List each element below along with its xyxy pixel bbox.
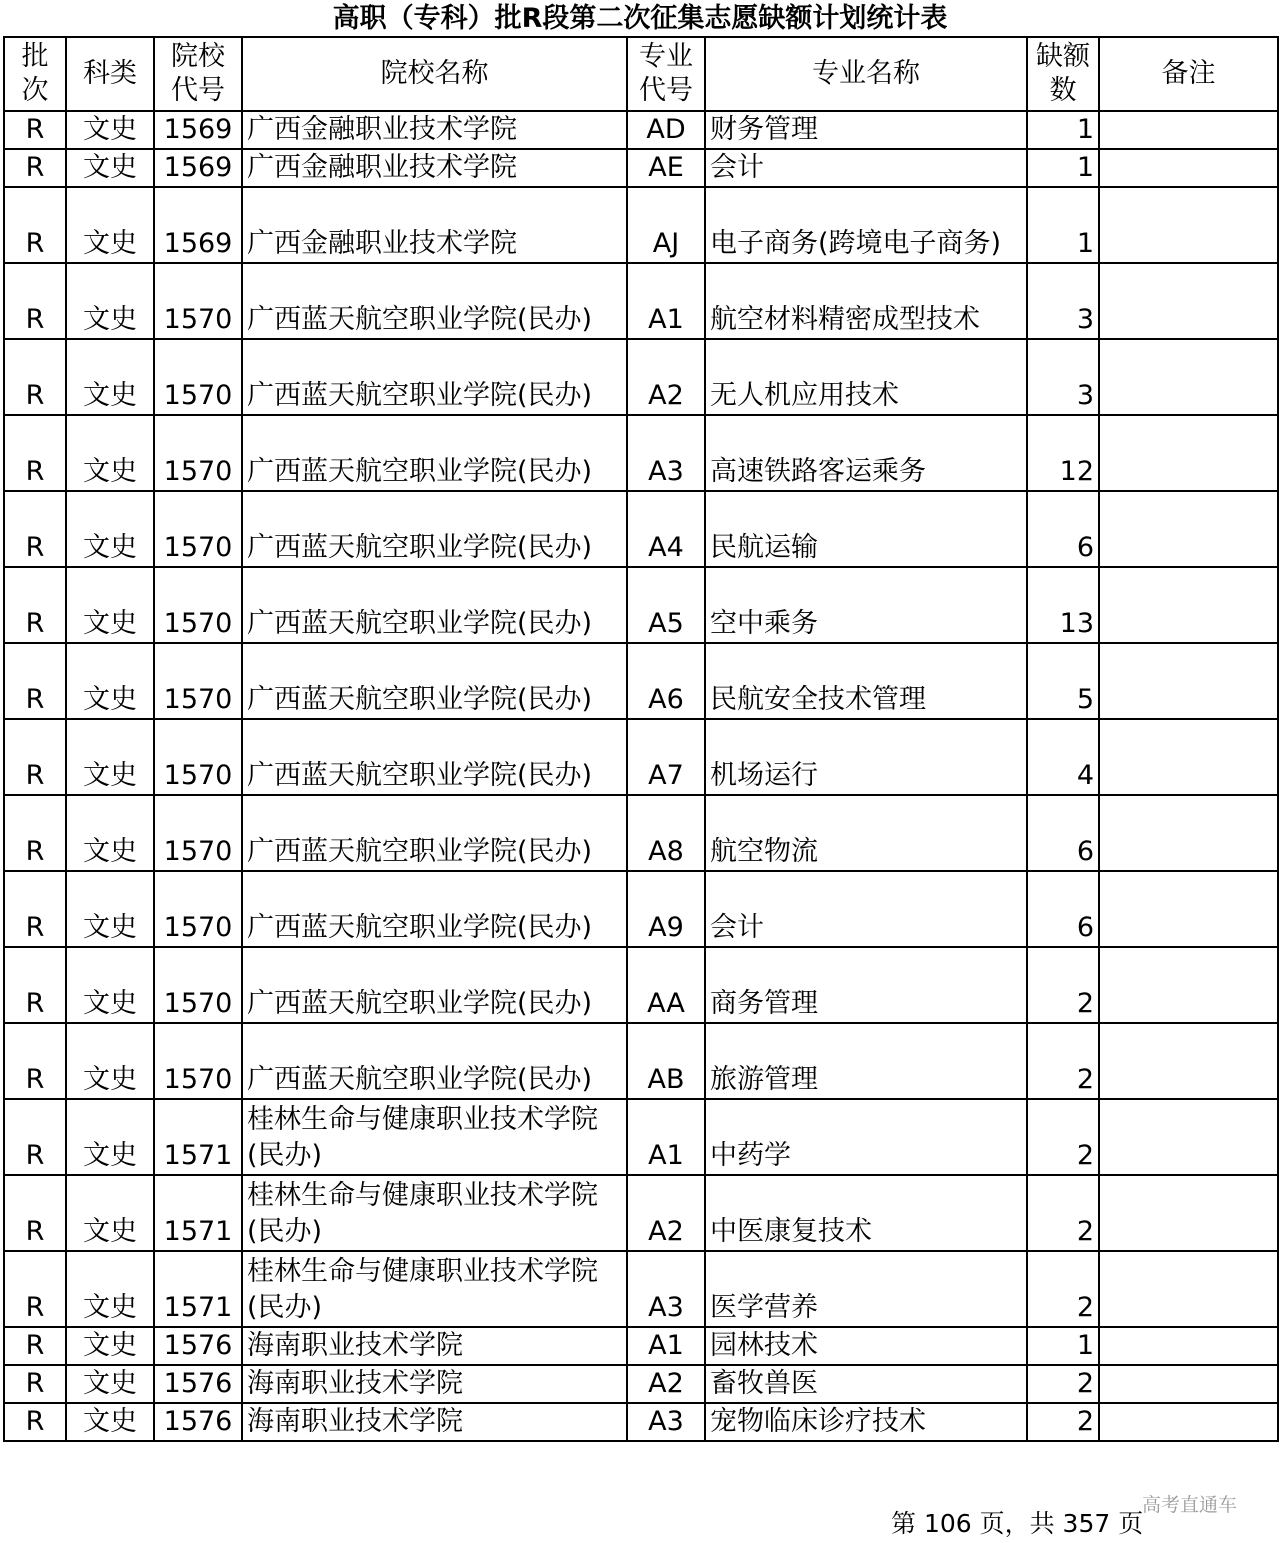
cell-major-code: A1 (627, 263, 705, 339)
cell-school-name: 广西金融职业技术学院 (242, 187, 627, 263)
cell-school-code: 1569 (154, 187, 242, 263)
cell-note (1099, 149, 1278, 187)
cell-batch: R (4, 1175, 66, 1251)
cell-category: 文史 (66, 491, 154, 567)
cell-category: 文史 (66, 719, 154, 795)
header-batch: 批次 (4, 37, 66, 111)
cell-major-name: 医学营养 (705, 1251, 1027, 1327)
cell-major-code: A3 (627, 415, 705, 491)
cell-school-code: 1570 (154, 567, 242, 643)
cell-major-name: 畜牧兽医 (705, 1365, 1027, 1403)
cell-major-name: 中药学 (705, 1099, 1027, 1175)
cell-vacancies: 5 (1027, 643, 1099, 719)
cell-category: 文史 (66, 871, 154, 947)
cell-major-name: 机场运行 (705, 719, 1027, 795)
cell-school-name: 广西蓝天航空职业学院(民办) (242, 1023, 627, 1099)
cell-major-name: 空中乘务 (705, 567, 1027, 643)
header-school-name: 院校名称 (242, 37, 627, 111)
table-row (4, 415, 1278, 491)
table-row (4, 187, 1278, 263)
cell-school-code: 1570 (154, 415, 242, 491)
cell-school-code: 1576 (154, 1403, 242, 1441)
cell-school-code: 1576 (154, 1327, 242, 1365)
cell-category: 文史 (66, 111, 154, 149)
cell-major-code: A4 (627, 491, 705, 567)
cell-batch: R (4, 643, 66, 719)
watermark: 高考直通车 (1142, 1494, 1238, 1516)
table-row (4, 947, 1278, 1023)
cell-major-code: A2 (627, 339, 705, 415)
cell-major-name: 会计 (705, 149, 1027, 187)
cell-note (1099, 795, 1278, 871)
table-row (4, 1099, 1278, 1175)
cell-major-code: A2 (627, 1175, 705, 1251)
cell-vacancies: 1 (1027, 1327, 1099, 1365)
cell-category: 文史 (66, 1365, 154, 1403)
cell-major-code: A1 (627, 1327, 705, 1365)
cell-batch: R (4, 187, 66, 263)
cell-major-name: 会计 (705, 871, 1027, 947)
cell-major-code: A6 (627, 643, 705, 719)
cell-batch: R (4, 1403, 66, 1441)
cell-major-name: 无人机应用技术 (705, 339, 1027, 415)
cell-vacancies: 1 (1027, 149, 1099, 187)
cell-vacancies: 6 (1027, 795, 1099, 871)
cell-category: 文史 (66, 187, 154, 263)
cell-school-name: 海南职业技术学院 (242, 1403, 627, 1441)
cell-major-name: 旅游管理 (705, 1023, 1027, 1099)
table-row (4, 567, 1278, 643)
cell-major-code: A3 (627, 1251, 705, 1327)
page-title: 高职（专科）批R段第二次征集志愿缺额计划统计表 (332, 3, 948, 34)
cell-school-code: 1570 (154, 263, 242, 339)
cell-school-code: 1570 (154, 795, 242, 871)
cell-note (1099, 339, 1278, 415)
cell-school-code: 1570 (154, 491, 242, 567)
cell-note (1099, 111, 1278, 149)
cell-major-name: 航空物流 (705, 795, 1027, 871)
cell-vacancies: 1 (1027, 187, 1099, 263)
table-row (4, 643, 1278, 719)
cell-school-name: 桂林生命与健康职业技术学院(民办) (242, 1251, 627, 1327)
cell-major-code: A7 (627, 719, 705, 795)
cell-category: 文史 (66, 1099, 154, 1175)
cell-major-code: A1 (627, 1099, 705, 1175)
cell-school-code: 1571 (154, 1251, 242, 1327)
cell-school-name: 广西蓝天航空职业学院(民办) (242, 947, 627, 1023)
cell-school-code: 1570 (154, 339, 242, 415)
cell-school-name: 海南职业技术学院 (242, 1365, 627, 1403)
cell-major-name: 航空材料精密成型技术 (705, 263, 1027, 339)
cell-batch: R (4, 1251, 66, 1327)
cell-category: 文史 (66, 643, 154, 719)
cell-school-name: 广西蓝天航空职业学院(民办) (242, 643, 627, 719)
table-row (4, 491, 1278, 567)
table-row (4, 1327, 1278, 1365)
table-row (4, 1175, 1278, 1251)
cell-major-name: 宠物临床诊疗技术 (705, 1403, 1027, 1441)
cell-batch: R (4, 719, 66, 795)
cell-major-code: A2 (627, 1365, 705, 1403)
cell-vacancies: 6 (1027, 871, 1099, 947)
cell-school-code: 1571 (154, 1175, 242, 1251)
table-row (4, 1365, 1278, 1403)
cell-batch: R (4, 149, 66, 187)
cell-school-name: 广西金融职业技术学院 (242, 111, 627, 149)
cell-school-code: 1569 (154, 149, 242, 187)
cell-school-name: 广西蓝天航空职业学院(民办) (242, 719, 627, 795)
cell-batch: R (4, 795, 66, 871)
cell-batch: R (4, 1365, 66, 1403)
cell-major-code: AD (627, 111, 705, 149)
cell-major-code: AB (627, 1023, 705, 1099)
table-row (4, 1403, 1278, 1441)
cell-major-name: 财务管理 (705, 111, 1027, 149)
table-row (4, 795, 1278, 871)
cell-major-name: 高速铁路客运乘务 (705, 415, 1027, 491)
cell-vacancies: 12 (1027, 415, 1099, 491)
cell-vacancies: 13 (1027, 567, 1099, 643)
cell-category: 文史 (66, 1023, 154, 1099)
cell-batch: R (4, 1099, 66, 1175)
cell-major-code: A8 (627, 795, 705, 871)
cell-note (1099, 1099, 1278, 1175)
cell-note (1099, 415, 1278, 491)
cell-school-name: 广西蓝天航空职业学院(民办) (242, 871, 627, 947)
cell-batch: R (4, 491, 66, 567)
cell-major-code: AE (627, 149, 705, 187)
cell-vacancies: 2 (1027, 1099, 1099, 1175)
cell-note (1099, 1251, 1278, 1327)
cell-category: 文史 (66, 1251, 154, 1327)
cell-school-name: 桂林生命与健康职业技术学院(民办) (242, 1175, 627, 1251)
cell-note (1099, 491, 1278, 567)
cell-vacancies: 2 (1027, 1251, 1099, 1327)
table-row (4, 1251, 1278, 1327)
cell-major-code: A5 (627, 567, 705, 643)
cell-vacancies: 2 (1027, 1365, 1099, 1403)
cell-batch: R (4, 111, 66, 149)
cell-vacancies: 3 (1027, 339, 1099, 415)
cell-major-code: A9 (627, 871, 705, 947)
cell-category: 文史 (66, 1403, 154, 1441)
cell-major-code: A3 (627, 1403, 705, 1441)
vacancy-table (3, 36, 1279, 1442)
cell-school-code: 1570 (154, 947, 242, 1023)
cell-batch: R (4, 567, 66, 643)
table-row (4, 1023, 1278, 1099)
cell-category: 文史 (66, 1327, 154, 1365)
header-vacancies: 缺额数 (1027, 37, 1099, 111)
cell-category: 文史 (66, 339, 154, 415)
header-row (4, 37, 1278, 111)
cell-school-code: 1570 (154, 1023, 242, 1099)
table-row (4, 263, 1278, 339)
cell-school-code: 1570 (154, 719, 242, 795)
cell-vacancies: 4 (1027, 719, 1099, 795)
cell-category: 文史 (66, 947, 154, 1023)
cell-school-name: 广西蓝天航空职业学院(民办) (242, 795, 627, 871)
cell-category: 文史 (66, 567, 154, 643)
cell-major-name: 电子商务(跨境电子商务) (705, 187, 1027, 263)
cell-note (1099, 871, 1278, 947)
cell-note (1099, 1175, 1278, 1251)
table-row (4, 339, 1278, 415)
cell-school-name: 广西蓝天航空职业学院(民办) (242, 339, 627, 415)
cell-note (1099, 1365, 1278, 1403)
cell-note (1099, 1023, 1278, 1099)
cell-school-code: 1570 (154, 643, 242, 719)
cell-category: 文史 (66, 795, 154, 871)
cell-school-code: 1570 (154, 871, 242, 947)
cell-vacancies: 2 (1027, 1023, 1099, 1099)
cell-vacancies: 6 (1027, 491, 1099, 567)
cell-batch: R (4, 1327, 66, 1365)
cell-note (1099, 1327, 1278, 1365)
cell-vacancies: 3 (1027, 263, 1099, 339)
table-body (4, 111, 1278, 1441)
cell-note (1099, 719, 1278, 795)
cell-school-name: 海南职业技术学院 (242, 1327, 627, 1365)
cell-vacancies: 1 (1027, 111, 1099, 149)
cell-category: 文史 (66, 1175, 154, 1251)
cell-major-name: 民航安全技术管理 (705, 643, 1027, 719)
cell-school-name: 广西蓝天航空职业学院(民办) (242, 567, 627, 643)
cell-batch: R (4, 871, 66, 947)
cell-school-name: 广西蓝天航空职业学院(民办) (242, 491, 627, 567)
cell-note (1099, 263, 1278, 339)
header-note: 备注 (1099, 37, 1278, 111)
cell-category: 文史 (66, 263, 154, 339)
header-major-name: 专业名称 (705, 37, 1027, 111)
cell-note (1099, 1403, 1278, 1441)
cell-vacancies: 2 (1027, 1175, 1099, 1251)
cell-school-name: 广西蓝天航空职业学院(民办) (242, 415, 627, 491)
cell-batch: R (4, 415, 66, 491)
cell-major-name: 园林技术 (705, 1327, 1027, 1365)
header-school-code: 院校代号 (154, 37, 242, 111)
cell-school-code: 1576 (154, 1365, 242, 1403)
cell-school-name: 广西蓝天航空职业学院(民办) (242, 263, 627, 339)
cell-batch: R (4, 947, 66, 1023)
cell-note (1099, 947, 1278, 1023)
cell-vacancies: 2 (1027, 947, 1099, 1023)
table-row (4, 871, 1278, 947)
cell-major-name: 民航运输 (705, 491, 1027, 567)
cell-school-name: 桂林生命与健康职业技术学院(民办) (242, 1099, 627, 1175)
cell-major-code: AJ (627, 187, 705, 263)
cell-category: 文史 (66, 149, 154, 187)
table-row (4, 719, 1278, 795)
header-major-code: 专业代号 (627, 37, 705, 111)
cell-category: 文史 (66, 415, 154, 491)
cell-school-code: 1571 (154, 1099, 242, 1175)
cell-note (1099, 567, 1278, 643)
cell-school-code: 1569 (154, 111, 242, 149)
cell-school-name: 广西金融职业技术学院 (242, 149, 627, 187)
cell-batch: R (4, 339, 66, 415)
header-category: 科类 (66, 37, 154, 111)
cell-note (1099, 187, 1278, 263)
cell-major-name: 中医康复技术 (705, 1175, 1027, 1251)
cell-major-code: AA (627, 947, 705, 1023)
table-row (4, 149, 1278, 187)
cell-major-name: 商务管理 (705, 947, 1027, 1023)
table-row (4, 111, 1278, 149)
page-footer: 第 106 页，共 357 页 (891, 1509, 1144, 1538)
cell-vacancies: 2 (1027, 1403, 1099, 1441)
cell-batch: R (4, 263, 66, 339)
cell-note (1099, 643, 1278, 719)
cell-batch: R (4, 1023, 66, 1099)
